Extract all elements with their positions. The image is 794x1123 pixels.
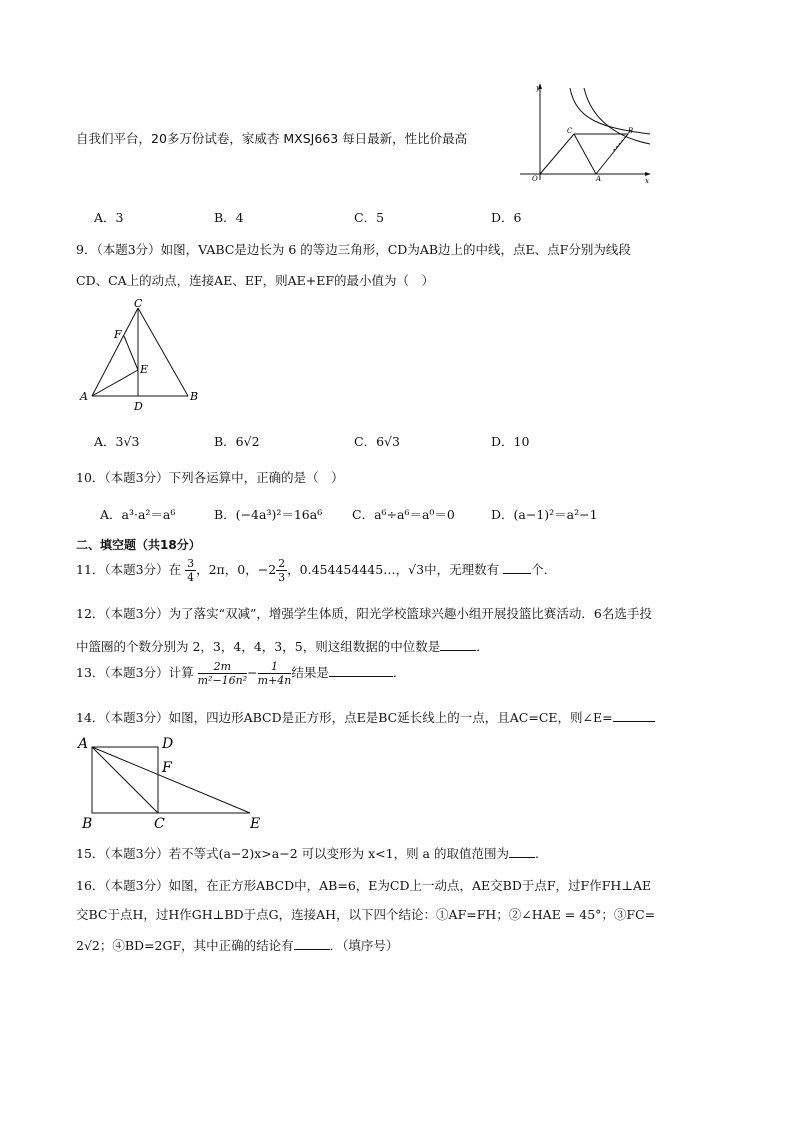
q9-label-b: B: [190, 390, 199, 403]
q11-mixed-numerator: 2: [278, 557, 286, 570]
q13-tail: ．: [392, 665, 406, 680]
q8-option-a: A．3: [94, 210, 124, 225]
q10-option-d: D．(a−1)²＝a²−1: [491, 507, 598, 522]
q14-line: [76, 708, 655, 726]
q11-mixed-denominator: 3: [278, 571, 286, 584]
q9-option-c: C．6√3: [354, 434, 400, 449]
q12-line2: [76, 637, 489, 655]
q16-text-line3b: ．（填序号）: [329, 938, 399, 953]
q9-figure: [76, 296, 206, 414]
q11-fraction: [185, 558, 196, 583]
q14-figure: [76, 732, 272, 832]
q16-answer-blank[interactable]: [294, 949, 330, 950]
q12-text-line2: 中篮圈的个数分别为 2，3，4，4，3，5，则这组数据的中位数是: [76, 639, 441, 654]
q16-text-line2: 交BC于点H，过H作GH⊥BD于点G，连接AH，以下四个结论：①AF=FH；②∠HAE = 45°；③FC=: [76, 907, 656, 922]
q8-label-y: y: [536, 84, 540, 92]
q11-mixed-fraction: [276, 558, 287, 583]
q14-label-a: A: [78, 736, 89, 752]
q11-number: 11．: [76, 562, 105, 577]
q13-fraction-2-numerator: 1: [258, 661, 292, 674]
q16-score: （本题3分）: [104, 878, 169, 893]
q9-label-a: A: [80, 390, 88, 403]
q9-option-b: B．6√2: [214, 434, 260, 449]
q13-line: [76, 661, 405, 686]
q11-tail: 个．: [531, 562, 557, 577]
q12-answer-blank[interactable]: [440, 650, 476, 651]
q12-line1: [76, 604, 652, 622]
q15-score: （本题3分）: [104, 846, 169, 861]
q11-line: [76, 558, 556, 583]
q9-line1: [76, 240, 631, 258]
q14-text: 如图，四边形ABCD是正方形，点E是BC延长线上的一点，且AC=CE，则∠E=: [168, 710, 613, 725]
q10-number: 10．: [76, 470, 105, 485]
q9-label-e: E: [140, 363, 149, 376]
q15-tail: .: [534, 846, 539, 861]
q9-number: 9．: [76, 242, 97, 257]
q10-option-a: A．a³·a²＝a⁶: [100, 507, 176, 522]
q13-fraction-1-denominator: m²−16n²: [197, 674, 248, 687]
q16-text-line3a: 2√2；④BD=2GF，其中正确的结论有: [76, 938, 294, 953]
q13-number: 13．: [76, 665, 105, 680]
q10-option-b: B．(−4a³)²＝16a⁶: [214, 507, 323, 522]
q11-post: ，0.454454445…，√3中，无理数有: [287, 562, 500, 577]
q8-label-b: B: [628, 127, 634, 135]
q9-option-d: D．10: [491, 434, 530, 449]
q14-score: （本题3分）: [104, 710, 169, 725]
q11-pre: 在: [168, 562, 182, 577]
q11-fraction-denominator: 4: [187, 571, 195, 584]
q8-figure: [512, 80, 652, 185]
q9-label-d: D: [134, 400, 143, 413]
q13-pre: 计算: [168, 665, 194, 680]
q8-label-o: O: [532, 175, 538, 183]
q13-fraction-2-denominator: m+4n: [257, 674, 292, 687]
q12-number: 12．: [76, 606, 105, 621]
q13-minus: −: [247, 665, 258, 680]
q15-answer-blank[interactable]: [509, 857, 535, 858]
q15-number: 15．: [76, 846, 105, 861]
q14-label-b: B: [82, 816, 93, 832]
q9-label-c: C: [134, 297, 143, 310]
q9-label-f: F: [114, 328, 122, 341]
q9-text-line1: 如图，VABC是边长为 6 的等边三角形，CD为AB边上的中线，点E、点F分别为线段: [160, 242, 631, 257]
q8-option-d: D．6: [491, 210, 522, 225]
q9-text-line2: CD、CA上的动点，连接AE、EF，则AE+EF的最小值为（ ）: [76, 273, 435, 288]
q16-line1: [76, 876, 651, 894]
q14-label-d: D: [162, 736, 174, 752]
q12-score: （本题3分）: [104, 606, 169, 621]
q13-fraction-2: [258, 661, 292, 686]
q11-mid: ，2π，0，−2: [196, 562, 277, 577]
q8-label-c: C: [567, 127, 573, 135]
q8-label-a: A: [596, 175, 602, 183]
q13-fraction-1-numerator: 2m: [198, 661, 248, 674]
q15-text: 若不等式(a−2)x>a−2 可以变形为 x<1，则 a 的取值范围为: [168, 846, 509, 861]
q11-answer-blank[interactable]: [503, 573, 531, 574]
q13-answer-blank[interactable]: [329, 676, 393, 677]
section-title-fill-blank: 二、填空题（共18分）: [76, 538, 201, 552]
q10-option-c: C．a⁶÷a⁶＝a⁰＝0: [352, 507, 455, 522]
q13-score: （本题3分）: [104, 665, 169, 680]
q14-label-e: E: [250, 816, 261, 832]
q8-option-c: C．5: [354, 210, 385, 225]
q11-score: （本题3分）: [104, 562, 169, 577]
q9-score: （本题3分）: [96, 242, 161, 257]
q14-label-c: C: [154, 816, 165, 832]
q9-option-a: A．3√3: [94, 434, 140, 449]
q14-number: 14．: [76, 710, 105, 725]
q10-text: 下列各运算中，正确的是（ ）: [168, 470, 344, 485]
q14-label-f: F: [162, 760, 172, 776]
header-text: 自我们平台，20多万份试卷，家威杏 MXSJ663 每日最新，性比价最高: [76, 131, 468, 146]
q12-text-line1: 为了落实“双减”，增强学生体质，阳光学校篮球兴趣小组开展投篮比赛活动．6名选手投: [168, 606, 652, 621]
q8-label-x: x: [645, 177, 649, 185]
q10-score: （本题3分）: [104, 470, 169, 485]
q16-number: 16．: [76, 878, 105, 893]
q13-fraction-1: [198, 661, 248, 686]
q13-post: 结果是: [291, 665, 329, 680]
q16-line3: [76, 936, 398, 954]
q11-fraction-numerator: 3: [187, 557, 195, 570]
q12-tail: ．: [476, 639, 489, 654]
q10-line: [76, 468, 344, 486]
q16-text-line1: 如图，在正方形ABCD中，AB=6，E为CD上一动点，AE交BD于点F，过F作FH⊥AE: [168, 878, 652, 893]
q15-line: [76, 844, 539, 862]
q14-answer-blank[interactable]: [613, 721, 655, 722]
q8-option-b: B．4: [214, 210, 244, 225]
